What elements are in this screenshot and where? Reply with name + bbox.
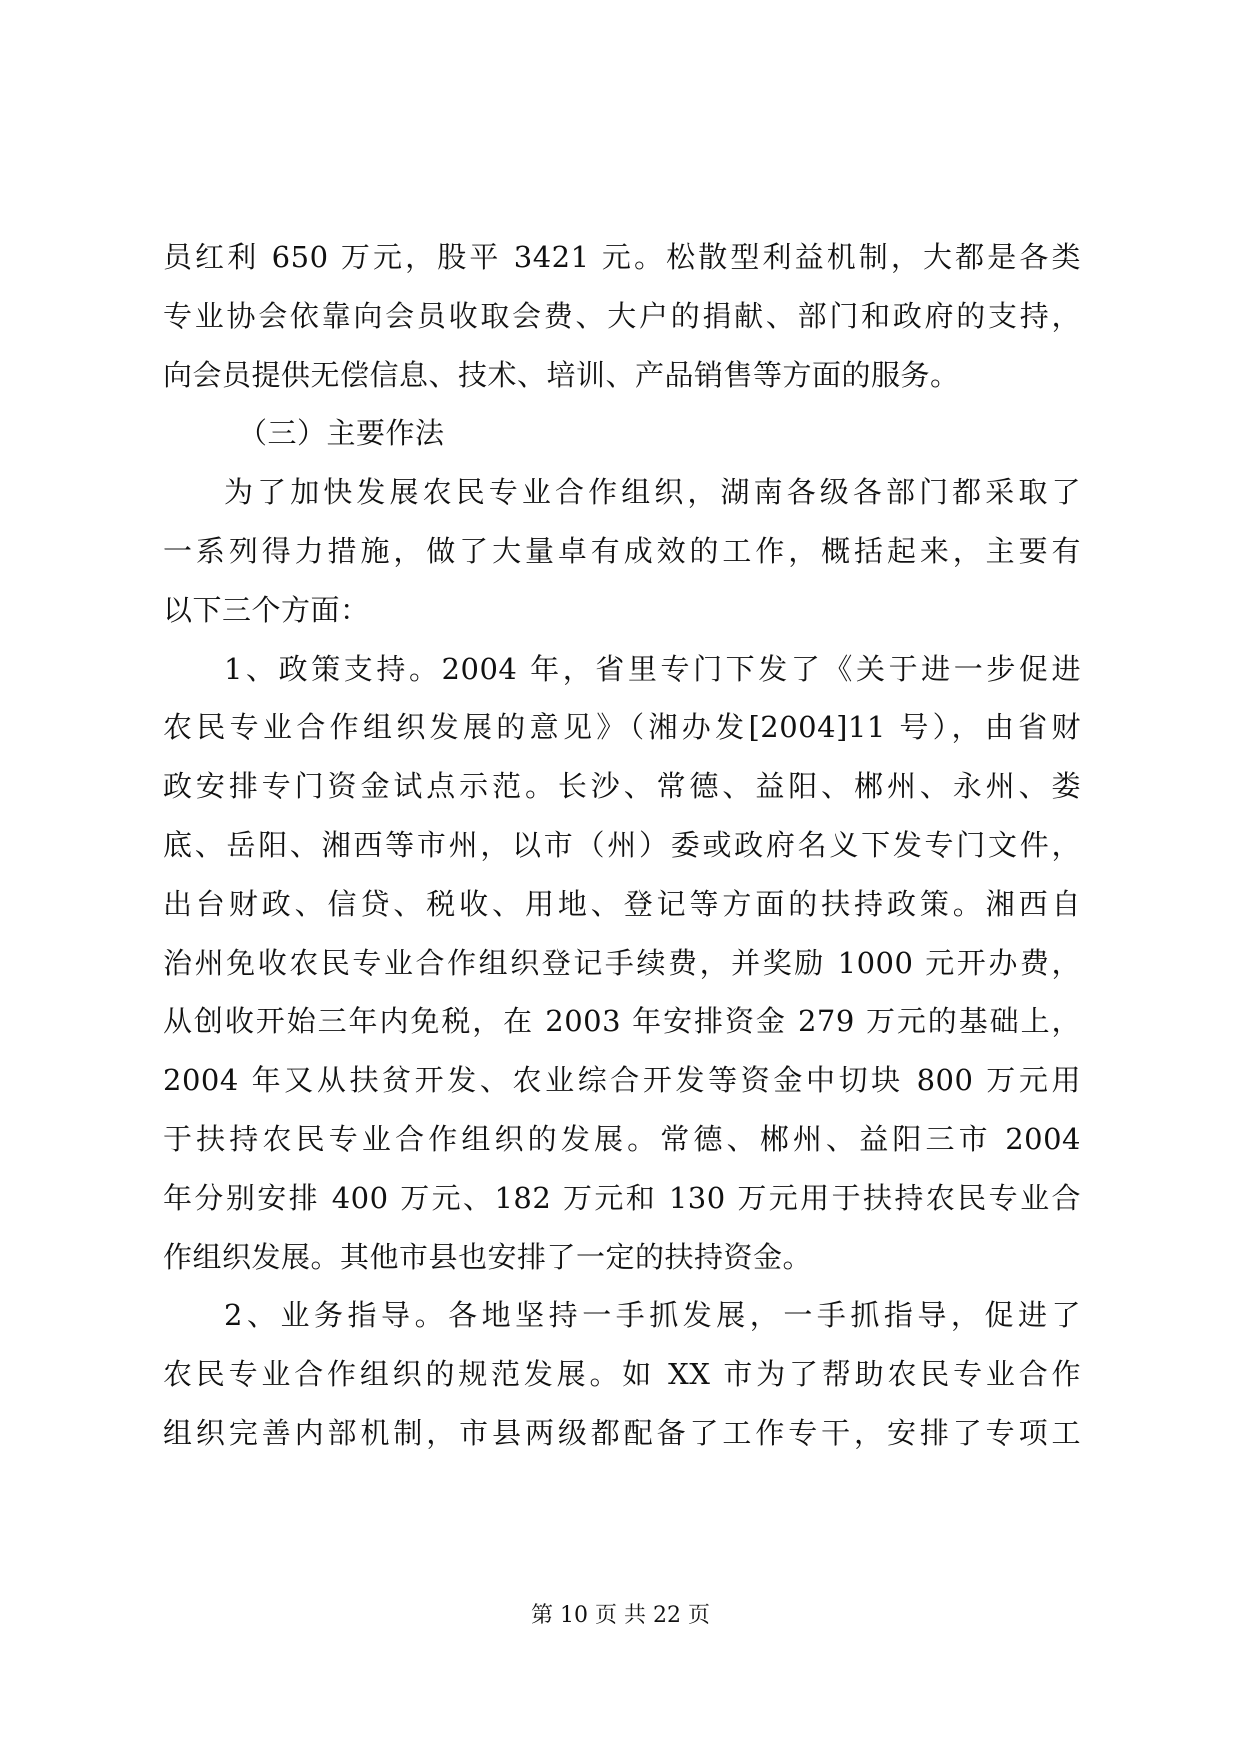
page-footer [0,1601,1241,1631]
body-text [163,228,1081,1463]
page-number: 第 10 页 共 22 页 [531,1603,710,1628]
section-heading: （三）主要作法 [238,416,445,451]
text-line: 为了加快发展农民专业合作组织，湖南各级各部门都采取了 [224,475,1081,510]
text-line: 作组织发展。其他市县也安排了一定的扶持资金。 [163,1239,813,1274]
text-line: 农民专业合作组织发展的意见》（湘办发[2004]11 号），由省财 [163,710,1081,745]
text-line: 2、业务指导。各地坚持一手抓发展，一手抓指导，促进了 [224,1298,1081,1333]
text-line: 于扶持农民专业合作组织的发展。常德、郴州、益阳三市 2004 [163,1121,1081,1156]
text-line: 底、岳阳、湘西等市州，以市（州）委或政府名义下发专门文件， [163,827,1081,862]
text-line: 组织完善内部机制，市县两级都配备了工作专干，安排了专项工 [163,1415,1081,1450]
text-line: 员红利 650 万元，股平 3421 元。松散型利益机制，大都是各类 [163,240,1081,274]
text-line: 政安排专门资金试点示范。长沙、常德、益阳、郴州、永州、娄 [163,769,1081,804]
text-line: 1、政策支持。2004 年，省里专门下发了《关于进一步促进 [224,651,1081,686]
text-line: 治州免收农民专业合作组织登记手续费，并奖励 1000 元开办费， [163,945,1081,980]
text-line: 农民专业合作组织的规范发展。如 XX 市为了帮助农民专业合作 [163,1357,1081,1392]
text-line: 2004 年又从扶贫开发、农业综合开发等资金中切块 800 万元用 [163,1063,1081,1098]
text-line: 专业协会依靠向会员收取会费、大户的捐献、部门和政府的支持， [163,298,1081,333]
text-line: 年分别安排 400 万元、182 万元和 130 万元用于扶持农民专业合 [163,1180,1081,1215]
text-line: 以下三个方面： [163,592,370,627]
text-line: 一系列得力措施，做了大量卓有成效的工作，概括起来，主要有 [163,533,1081,568]
text-line: 从创收开始三年内免税，在 2003 年安排资金 279 万元的基础上， [163,1004,1081,1039]
text-line: 出台财政、信贷、税收、用地、登记等方面的扶持政策。湘西自 [163,886,1081,921]
text-line: 向会员提供无偿信息、技术、培训、产品销售等方面的服务。 [163,357,960,392]
